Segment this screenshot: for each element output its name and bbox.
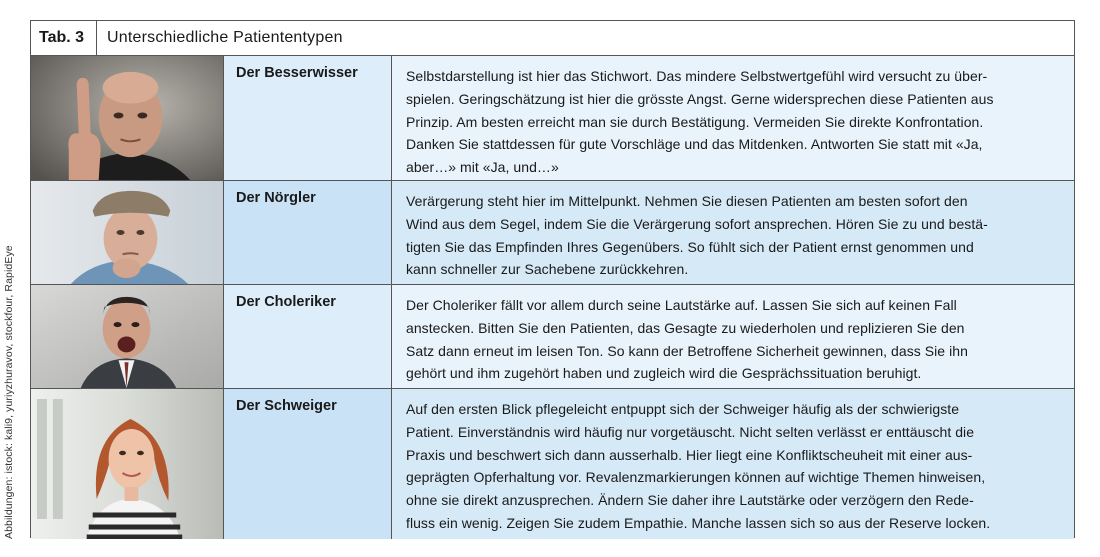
description-line: Auf den ersten Blick pflegeleicht entpuppt sich der Schweiger häufig als der schwierigste (406, 401, 960, 417)
patient-type-description (392, 56, 1074, 180)
description-line: ohne sie direkt anzusprechen. Ändern Sie daher ihre Lautstärke oder verzögern den Rede- (406, 492, 974, 509)
description-line: Praxis und beschwert sich dann ausserhalb. Hier liegt eine Konfliktscheuheit mit einer aus- (406, 446, 973, 463)
description-line: gehört und ihm zugehört haben und zugleich wird die Gesprächssituation beruhigt. (406, 365, 922, 382)
patient-type-label: Der Schweiger (224, 389, 392, 539)
description-line: spielen. Geringschätzung ist hier die grösste Angst. Gerne widersprechen diese Patienten aus (406, 90, 994, 107)
table-number: Tab. 3 (31, 21, 97, 55)
description-line: Satz dann erneut im leisen Ton. So kann der Betroffene Sicherheit gewinnen, dass Sie ihn (406, 342, 968, 359)
patient-type-description (392, 389, 1074, 539)
table-row (31, 181, 1074, 285)
table-title: Unterschiedliche Patiententypen (107, 29, 343, 46)
patient-type-description (392, 181, 1074, 284)
patient-type-label: Der Besserwisser (224, 56, 392, 180)
patient-type-label: Der Choleriker (224, 285, 392, 388)
description-line: fluss ein wenig. Zeigen Sie zudem Empathie. Manche lassen sich so aus der Reserve locken. (406, 514, 991, 531)
description-line: Danken Sie stattdessen für gute Vorschläge und das Mitdenken. Antworten Sie statt mit «Ja, (406, 136, 983, 153)
image-credit: Abbildungen: istock: kali9, yuriyzhuravov, stockfour, RapidEye (3, 245, 15, 539)
description-line: Selbstdarstellung ist hier das Stichwort. Das mindere Selbstwertgefühl wird versucht zu über- (406, 68, 988, 84)
patient-types-table (30, 20, 1075, 538)
patient-type-description (392, 285, 1074, 388)
table-row (31, 56, 1074, 181)
description-line: Verärgerung steht hier im Mittelpunkt. Nehmen Sie diesen Patienten am besten sofort den (406, 193, 968, 209)
description-line: Wind aus dem Segel, indem Sie die Verärgerung sofort ansprechen. Hören Sie zu und bestä- (406, 215, 988, 232)
table-header (31, 21, 1074, 56)
shouting-man-in-suit-photo (31, 285, 224, 388)
table-row (31, 285, 1074, 389)
description-line: anstecken. Bitten Sie den Patienten, das Gesagte zu wiederholen und replizieren Sie den (406, 319, 965, 336)
description-line: Patient. Einverständnis wird häufig nur vorgetäuscht. Nicht selten verlässt er enttäuscht die (406, 423, 975, 440)
old-man-with-cap-photo (31, 181, 224, 284)
description-line: tigten Sie das Empfinden Ihres Gegenübers. So fühlt sich der Patient ernst genommen und (406, 238, 974, 255)
description-line: Der Choleriker fällt vor allem durch seine Lautstärke auf. Lassen Sie sich auf keinen Fall (406, 297, 957, 313)
description-line: Prinzip. Am besten erreicht man sie durch Bestätigung. Vermeiden Sie direkte Konfrontation. (406, 113, 984, 130)
table-row (31, 389, 1074, 539)
description-line: geprägten Opferhaltung vor. Revalenzmarkierungen können auf wichtige Themen hinweisen, (406, 469, 986, 486)
description-line: aber…» mit «Ja, und…» (406, 159, 559, 176)
description-line: kann schneller zur Sachebene zurückkehren. (406, 261, 689, 278)
smiling-red-haired-woman-photo (31, 389, 224, 539)
man-pointing-finger-photo (31, 56, 224, 180)
patient-type-label: Der Nörgler (224, 181, 392, 284)
